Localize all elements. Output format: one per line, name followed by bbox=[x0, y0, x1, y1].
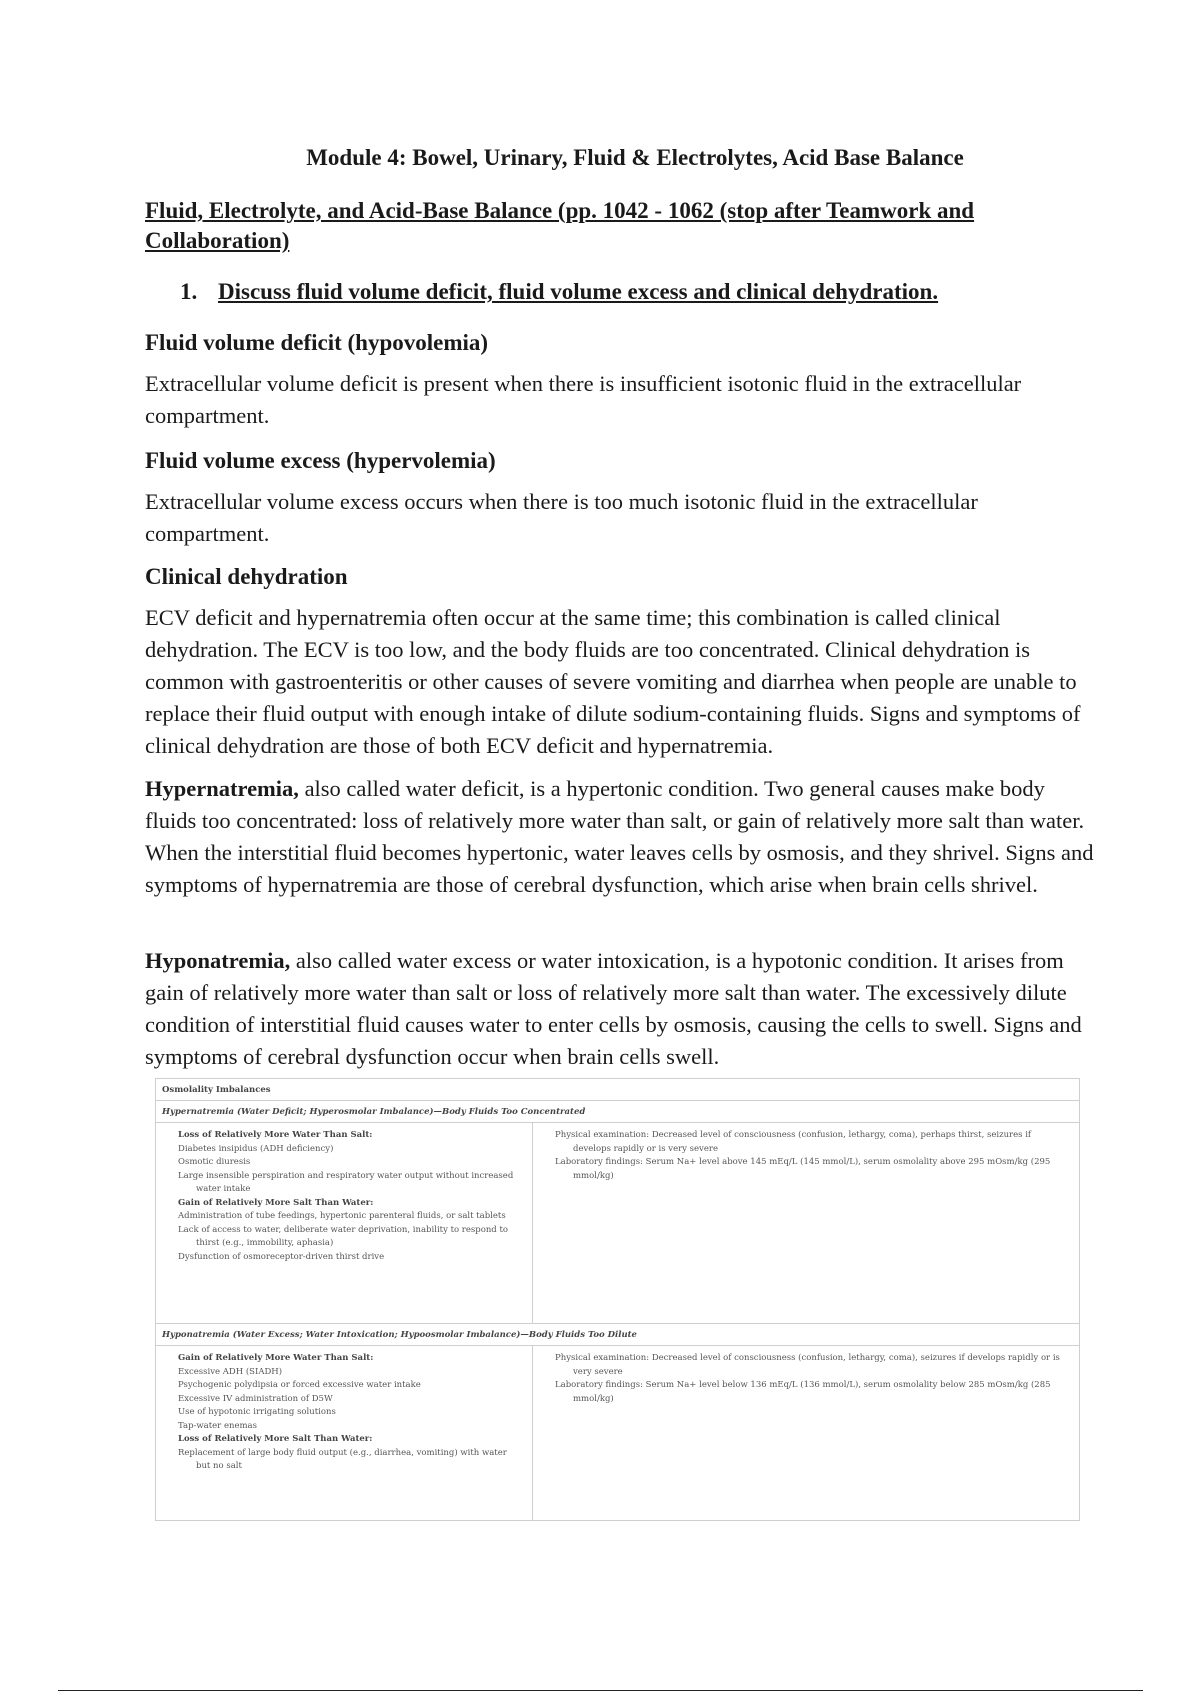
cause-item: Use of hypotonic irrigating solutions bbox=[178, 1407, 336, 1417]
cause-item: Osmotic diuresis bbox=[178, 1157, 251, 1167]
cause-heading: Loss of Relatively More Salt Than Water: bbox=[178, 1434, 373, 1444]
cause-heading: Loss of Relatively More Water Than Salt: bbox=[178, 1130, 373, 1140]
hypernatremia-band: Hypernatremia (Water Deficit; Hyperosmolar Imbalance)—Body Fluids Too Concentrated bbox=[156, 1101, 1079, 1123]
osmolality-imbalances-table bbox=[155, 1078, 1080, 1521]
cause-item: Large insensible perspiration and respiratory water output without increased water intake bbox=[178, 1170, 514, 1194]
hypernatremia-text: also called water deficit, is a hypertonic condition. Two general causes make body fluids too concentrated: loss of relatively more water than salt, or gain of relatively more salt than water. When the interstitial fluid becomes hypertonic, water leaves cells by osmosis, and they shrivel. Signs and symptoms of hypernatremia are those of cerebral dysfunction, which arise when brain cells shrivel. bbox=[145, 776, 1094, 897]
hypernatremia-paragraph bbox=[145, 773, 1095, 901]
fve-text: Extracellular volume excess occurs when there is too much isotonic fluid in the extracellular compartment. bbox=[145, 489, 978, 546]
footer-rule bbox=[58, 1690, 1143, 1691]
fvd-text: Extracellular volume deficit is present when there is insufficient isotonic fluid in the extracellular compartment. bbox=[145, 371, 1022, 428]
cause-item: Excessive ADH (SIADH) bbox=[178, 1366, 283, 1377]
cause-item: Replacement of large body fluid output (e.g., diarrhea, vomiting) with water but no salt bbox=[178, 1447, 507, 1471]
finding-item: Laboratory findings: Serum Na+ level below 136 mEq/L (136 mmol/L), serum osmolality below 285 mOsm/kg (285 mmol/kg) bbox=[555, 1380, 1051, 1404]
hyponatremia-paragraph bbox=[145, 945, 1095, 1073]
question-text: Discuss fluid volume deficit, fluid volume excess and clinical dehydration. bbox=[218, 279, 939, 304]
clinical-heading: Clinical dehydration bbox=[145, 564, 348, 589]
hyponatremia-causes bbox=[156, 1346, 533, 1521]
cause-heading: Gain of Relatively More Salt Than Water: bbox=[178, 1197, 374, 1208]
fve-section bbox=[145, 445, 1095, 550]
cause-heading: Gain of Relatively More Water Than Salt: bbox=[178, 1353, 374, 1363]
hypernatremia-causes bbox=[156, 1123, 533, 1323]
hypernatremia-term: Hypernatremia, bbox=[145, 776, 299, 801]
finding-item: Physical examination: Decreased level of consciousness (confusion, lethargy, coma), perhaps thirst, seizures if develops rapidly or is very severe bbox=[555, 1130, 1032, 1154]
question-1 bbox=[180, 279, 1040, 305]
hyponatremia-text: also called water excess or water intoxication, is a hypotonic condition. It arises from gain of relatively more water than salt or loss of relatively more salt than water. The excessively dilute condition of interstitial fluid causes water to enter cells by osmosis, causing the cells to swell. Signs and symptoms of cerebral dysfunction occur when brain cells swell. bbox=[145, 948, 1082, 1069]
hyponatremia-band: Hyponatremia (Water Excess; Water Intoxication; Hypoosmolar Imbalance)—Body Fluids Too Dilute bbox=[156, 1324, 1079, 1346]
cause-item: Administration of tube feedings, hypertonic parenteral fluids, or salt tablets bbox=[178, 1211, 506, 1221]
cause-item: Psychogenic polydipsia or forced excessive water intake bbox=[178, 1380, 421, 1390]
cause-item: Dysfunction of osmoreceptor-driven thirst drive bbox=[178, 1251, 385, 1262]
clinical-text: ECV deficit and hypernatremia often occur at the same time; this combination is called clinical dehydration. The ECV is too low, and the body fluids are too concentrated. Clinical dehydration is common with gastroenteritis or other causes of severe vomiting and diarrhea when people are unable to replace their fluid output with enough intake of dilute sodium-containing fluids. Signs and symptoms of clinical dehydration are those of both ECV deficit and hypernatremia. bbox=[145, 605, 1081, 758]
hyponatremia-findings bbox=[533, 1346, 1079, 1521]
finding-item: Laboratory findings: Serum Na+ level above 145 mEq/L (145 mmol/L), serum osmolality above 295 mOsm/kg (295 mmol/kg) bbox=[555, 1157, 1051, 1181]
cause-item: Diabetes insipidus (ADH deficiency) bbox=[178, 1143, 334, 1154]
fvd-section bbox=[145, 327, 1095, 432]
cause-item: Tap-water enemas bbox=[178, 1420, 257, 1431]
fve-heading: Fluid volume excess (hypervolemia) bbox=[145, 448, 496, 473]
fvd-heading: Fluid volume deficit (hypovolemia) bbox=[145, 330, 489, 355]
section-title: Fluid, Electrolyte, and Acid-Base Balance (pp. 1042 - 1062 (stop after Teamwork and Collaboration) bbox=[145, 198, 975, 253]
hyponatremia-term: Hyponatremia, bbox=[145, 948, 291, 973]
cause-item: Excessive IV administration of D5W bbox=[178, 1393, 333, 1404]
clinical-section bbox=[145, 561, 1095, 762]
hypernatremia-findings bbox=[533, 1123, 1079, 1323]
finding-item: Physical examination: Decreased level of consciousness (confusion, lethargy, coma), seizures if develops rapidly or is very severe bbox=[555, 1353, 1060, 1377]
table-title: Osmolality Imbalances bbox=[156, 1079, 1079, 1101]
module-title: Module 4: Bowel, Urinary, Fluid & Electrolytes, Acid Base Balance bbox=[306, 145, 964, 170]
question-number: 1. bbox=[180, 279, 198, 304]
cause-item: Lack of access to water, deliberate water deprivation, inability to respond to thirst (e.g., immobility, aphasia) bbox=[178, 1224, 508, 1248]
